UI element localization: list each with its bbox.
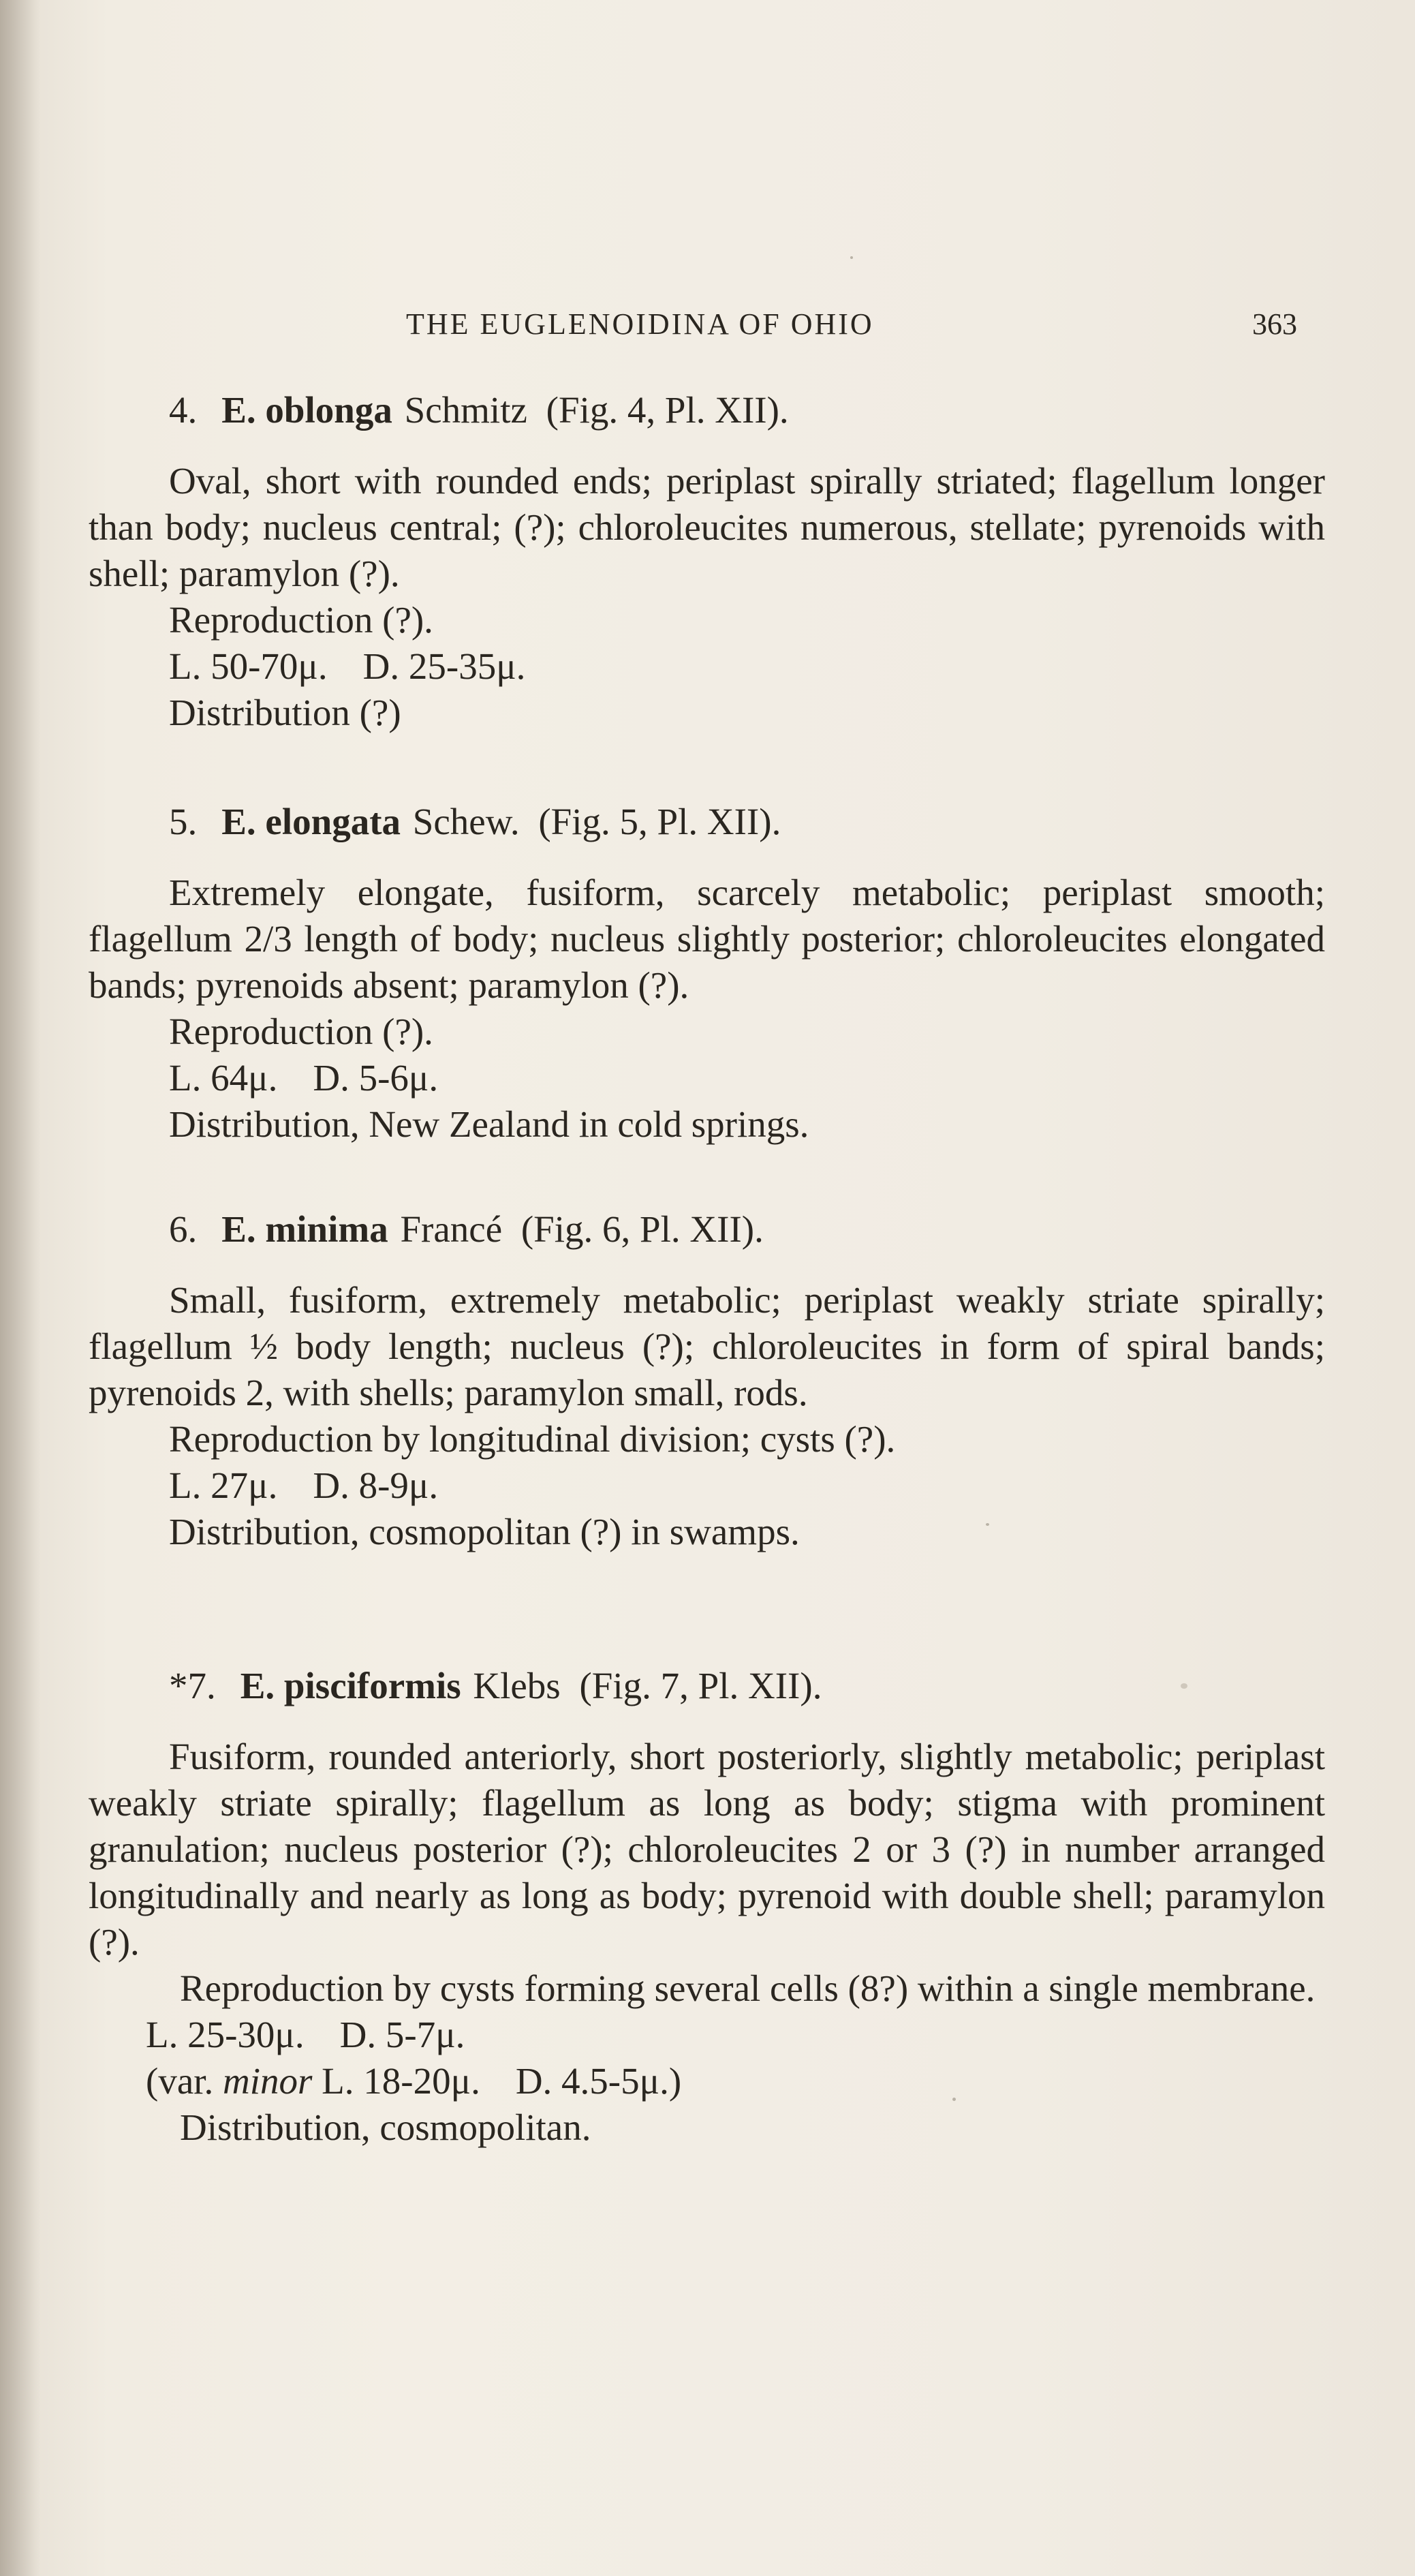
entry-heading [169, 1206, 1325, 1253]
entry-heading [169, 799, 1325, 845]
species-description: Extremely elongate, fusiform, scarcely metabolic; periplast smooth; flagellum 2/3 length of body; nucleus slightly posterior; chloroleucites elongated bands; pyrenoids absent; paramylon (?). [89, 872, 1325, 1006]
diameter-value: D. 5-6μ. [313, 1057, 439, 1099]
species-entry-elongata [89, 799, 1325, 1148]
reproduction-line: Reproduction (?). [169, 599, 433, 641]
variety-length-value: L. 18-20μ. [322, 2060, 480, 2102]
entry-number: 6. [169, 1208, 198, 1250]
page-number: 363 [1252, 307, 1297, 341]
species-author: Klebs [473, 1665, 561, 1706]
variety-name: minor [223, 2060, 313, 2102]
measurements-line [146, 2012, 1325, 2058]
variety-measurements-line [146, 2058, 1325, 2104]
diameter-value: D. 5-7μ. [339, 2014, 465, 2055]
species-name: E. pisciformis [240, 1665, 461, 1706]
diameter-value: D. 25-35μ. [362, 645, 526, 687]
page-gutter-shadow [0, 0, 41, 2576]
length-value: L. 25-30μ. [146, 2014, 305, 2055]
diameter-value: D. 8-9μ. [313, 1465, 439, 1506]
reproduction-line: Reproduction by longitudinal division; cysts (?). [169, 1418, 896, 1460]
paper-speck [986, 1523, 989, 1526]
entry-number: 5. [169, 801, 198, 842]
species-name: E. oblonga [221, 389, 392, 431]
paper-speck [952, 2098, 956, 2101]
species-name: E. minima [221, 1208, 388, 1250]
distribution-line: Distribution, cosmopolitan. [180, 2106, 591, 2148]
entry-number: *7. [169, 1665, 216, 1706]
measurements-line [169, 1055, 1325, 1101]
length-value: L. 64μ. [169, 1057, 278, 1099]
figure-reference: (Fig. 7, Pl. XII). [579, 1665, 822, 1706]
species-entry-pisciformis [89, 1663, 1325, 2151]
entry-heading [169, 1663, 1325, 1709]
species-entry-oblonga [89, 387, 1325, 736]
measurements-line [169, 1462, 1325, 1509]
variety-open: (var. [146, 2060, 214, 2102]
species-description: Small, fusiform, extremely metabolic; periplast weakly striate spirally; flagellum ½ body length; nucleus (?); chloroleucites in form of spiral bands; pyrenoids 2, with shells; paramylon small, rods. [89, 1279, 1325, 1413]
length-value: L. 50-70μ. [169, 645, 328, 687]
measurements-line [169, 643, 1325, 690]
species-entry-minima [89, 1206, 1325, 1555]
species-description: Oval, short with rounded ends; periplast spirally striated; flagellum longer than body; nucleus central; (?); chloroleucites numerous, stellate; pyrenoids with shell; paramylon (?). [89, 460, 1325, 594]
species-description: Fusiform, rounded anteriorly, short posteriorly, slightly metabolic; periplast weakly striate spirally; flagellum as long as body; stigma with prominent granulation; nucleus posterior (?); chloroleucites 2 or 3 (?) in number arranged longitudinally and nearly as long as body; pyrenoid with double shell; paramylon (?). [89, 1736, 1325, 1963]
species-name: E. elongata [221, 801, 401, 842]
entry-number: 4. [169, 389, 198, 431]
variety-diameter-value: D. 4.5-5μ.) [515, 2060, 682, 2102]
running-head: THE EUGLENOIDINA OF OHIO [406, 307, 874, 341]
figure-reference: (Fig. 4, Pl. XII). [546, 389, 789, 431]
paper-speck [1181, 1683, 1187, 1689]
reproduction-line: Reproduction by cysts forming several cells (8?) within a single membrane. [180, 1967, 1316, 2009]
entry-heading [169, 387, 1325, 433]
species-author: Francé [400, 1208, 503, 1250]
species-author: Schmitz [404, 389, 527, 431]
figure-reference: (Fig. 6, Pl. XII). [520, 1208, 764, 1250]
paper-speck [850, 256, 853, 259]
reproduction-line: Reproduction (?). [169, 1011, 433, 1052]
length-value: L. 27μ. [169, 1465, 278, 1506]
distribution-line: Distribution, cosmopolitan (?) in swamps. [169, 1511, 800, 1552]
species-author: Schew. [412, 801, 520, 842]
distribution-line: Distribution (?) [169, 692, 401, 733]
figure-reference: (Fig. 5, Pl. XII). [538, 801, 781, 842]
distribution-line: Distribution, New Zealand in cold springs. [169, 1103, 809, 1145]
